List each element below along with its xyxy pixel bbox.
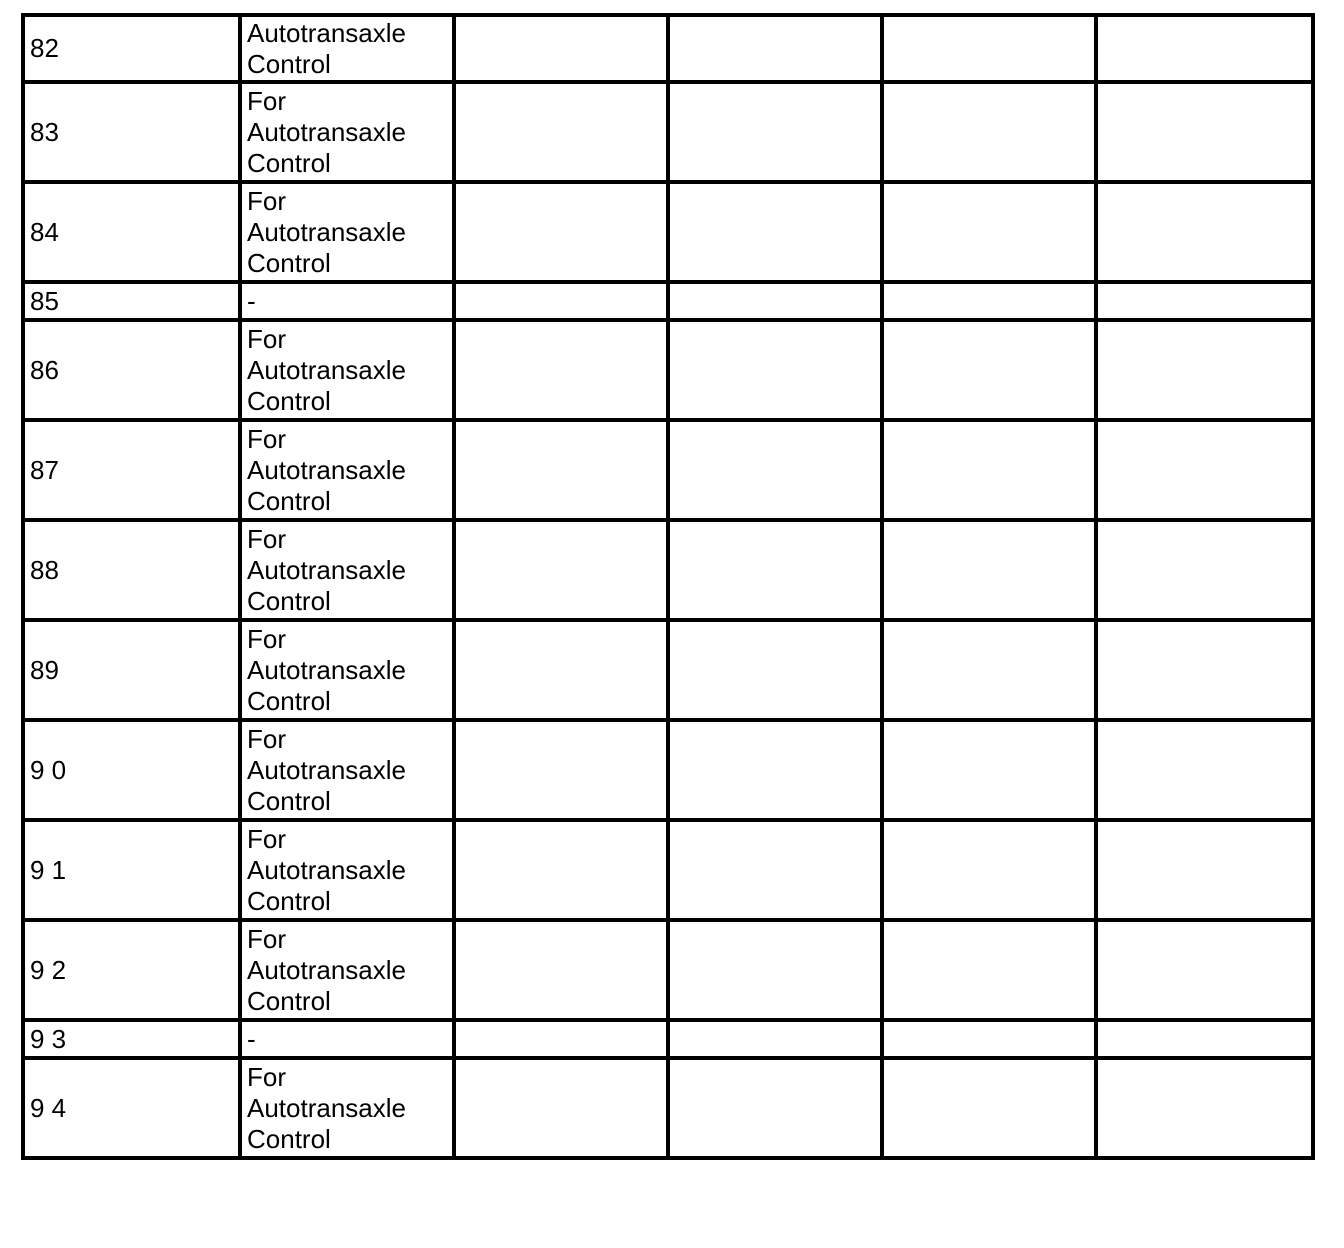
pin-use-cell — [240, 320, 454, 420]
empty-cell — [668, 182, 882, 282]
pin-number: 9 4 — [30, 1092, 67, 1123]
pin-function-table — [21, 13, 1315, 1160]
table-row — [23, 620, 1313, 720]
empty-cell — [882, 82, 1096, 182]
empty-cell — [1096, 320, 1313, 420]
pin-use-cell — [240, 420, 454, 520]
pin-use: For Autotransaxle Control — [247, 523, 406, 616]
pin-number: 88 — [30, 554, 59, 585]
empty-cell — [668, 15, 882, 82]
pin-number: 9 2 — [30, 954, 67, 985]
empty-cell — [882, 820, 1096, 920]
pin-number-cell — [23, 920, 240, 1020]
pin-use: For Autotransaxle Control — [247, 723, 406, 816]
empty-cell — [1096, 720, 1313, 820]
empty-cell — [454, 15, 668, 82]
table-row — [23, 82, 1313, 182]
pin-number: 85 — [30, 285, 59, 316]
empty-cell — [882, 1058, 1096, 1158]
pin-use: For Autotransaxle Control — [247, 623, 406, 716]
pin-use: For Autotransaxle Control — [247, 185, 406, 278]
pin-number: 83 — [30, 116, 59, 147]
pin-number: 82 — [30, 33, 59, 63]
pin-use: For Autotransaxle Control — [247, 85, 406, 178]
empty-cell — [1096, 620, 1313, 720]
empty-cell — [1096, 182, 1313, 282]
pin-use-cell — [240, 182, 454, 282]
pin-use: Autotransaxle Control — [247, 17, 406, 79]
empty-cell — [454, 1020, 668, 1058]
empty-cell — [454, 282, 668, 320]
pin-use: For Autotransaxle Control — [247, 423, 406, 516]
pin-use-cell — [240, 1020, 454, 1058]
pin-number-cell — [23, 520, 240, 620]
pin-number: 87 — [30, 454, 59, 485]
pin-number: 9 1 — [30, 854, 67, 885]
empty-cell — [668, 820, 882, 920]
empty-cell — [454, 320, 668, 420]
empty-cell — [1096, 920, 1313, 1020]
empty-cell — [668, 420, 882, 520]
empty-cell — [1096, 820, 1313, 920]
pin-use-cell — [240, 620, 454, 720]
pin-number-cell — [23, 720, 240, 820]
pin-use-cell — [240, 15, 454, 82]
table-row — [23, 820, 1313, 920]
pin-use: - — [247, 285, 256, 316]
table-row — [23, 320, 1313, 420]
empty-cell — [882, 420, 1096, 520]
empty-cell — [882, 920, 1096, 1020]
pin-number: 89 — [30, 654, 59, 685]
table-row — [23, 720, 1313, 820]
empty-cell — [668, 720, 882, 820]
empty-cell — [668, 620, 882, 720]
table-row — [23, 182, 1313, 282]
empty-cell — [1096, 15, 1313, 82]
empty-cell — [882, 720, 1096, 820]
empty-cell — [454, 920, 668, 1020]
empty-cell — [882, 15, 1096, 82]
empty-cell — [882, 1020, 1096, 1058]
pin-use-cell — [240, 820, 454, 920]
pin-number: 9 3 — [30, 1023, 67, 1054]
pin-number-cell — [23, 1058, 240, 1158]
pin-use-cell — [240, 920, 454, 1020]
empty-cell — [668, 520, 882, 620]
empty-cell — [1096, 1058, 1313, 1158]
pin-number-cell — [23, 420, 240, 520]
pin-use: For Autotransaxle Control — [247, 823, 406, 916]
pin-number-cell — [23, 182, 240, 282]
pin-number-cell — [23, 282, 240, 320]
pin-use: - — [247, 1023, 256, 1054]
pin-number: 86 — [30, 354, 59, 385]
empty-cell — [668, 920, 882, 1020]
pin-use-cell — [240, 1058, 454, 1158]
empty-cell — [668, 1058, 882, 1158]
empty-cell — [668, 282, 882, 320]
pin-use-cell — [240, 82, 454, 182]
pin-use-cell — [240, 282, 454, 320]
table-row — [23, 282, 1313, 320]
table-row — [23, 920, 1313, 1020]
pin-use: For Autotransaxle Control — [247, 1061, 406, 1154]
empty-cell — [668, 1020, 882, 1058]
pin-number-cell — [23, 820, 240, 920]
empty-cell — [1096, 282, 1313, 320]
empty-cell — [882, 320, 1096, 420]
empty-cell — [668, 82, 882, 182]
pin-use: For Autotransaxle Control — [247, 923, 406, 1016]
pin-number: 84 — [30, 216, 59, 247]
pin-number: 9 0 — [30, 754, 67, 785]
table-row — [23, 520, 1313, 620]
table-row — [23, 1020, 1313, 1058]
empty-cell — [1096, 82, 1313, 182]
empty-cell — [882, 282, 1096, 320]
empty-cell — [454, 82, 668, 182]
empty-cell — [454, 620, 668, 720]
empty-cell — [454, 420, 668, 520]
empty-cell — [1096, 1020, 1313, 1058]
empty-cell — [882, 182, 1096, 282]
pin-use-cell — [240, 720, 454, 820]
pin-number-cell — [23, 320, 240, 420]
empty-cell — [1096, 520, 1313, 620]
empty-cell — [454, 820, 668, 920]
empty-cell — [454, 520, 668, 620]
table-row — [23, 420, 1313, 520]
empty-cell — [668, 320, 882, 420]
empty-cell — [1096, 420, 1313, 520]
table-row — [23, 15, 1313, 82]
pin-use: For Autotransaxle Control — [247, 323, 406, 416]
empty-cell — [454, 1058, 668, 1158]
pin-number-cell — [23, 620, 240, 720]
empty-cell — [454, 720, 668, 820]
empty-cell — [882, 620, 1096, 720]
empty-cell — [882, 520, 1096, 620]
pin-use-cell — [240, 520, 454, 620]
empty-cell — [454, 182, 668, 282]
pin-number-cell — [23, 15, 240, 82]
pin-number-cell — [23, 1020, 240, 1058]
table-row — [23, 1058, 1313, 1158]
pin-number-cell — [23, 82, 240, 182]
